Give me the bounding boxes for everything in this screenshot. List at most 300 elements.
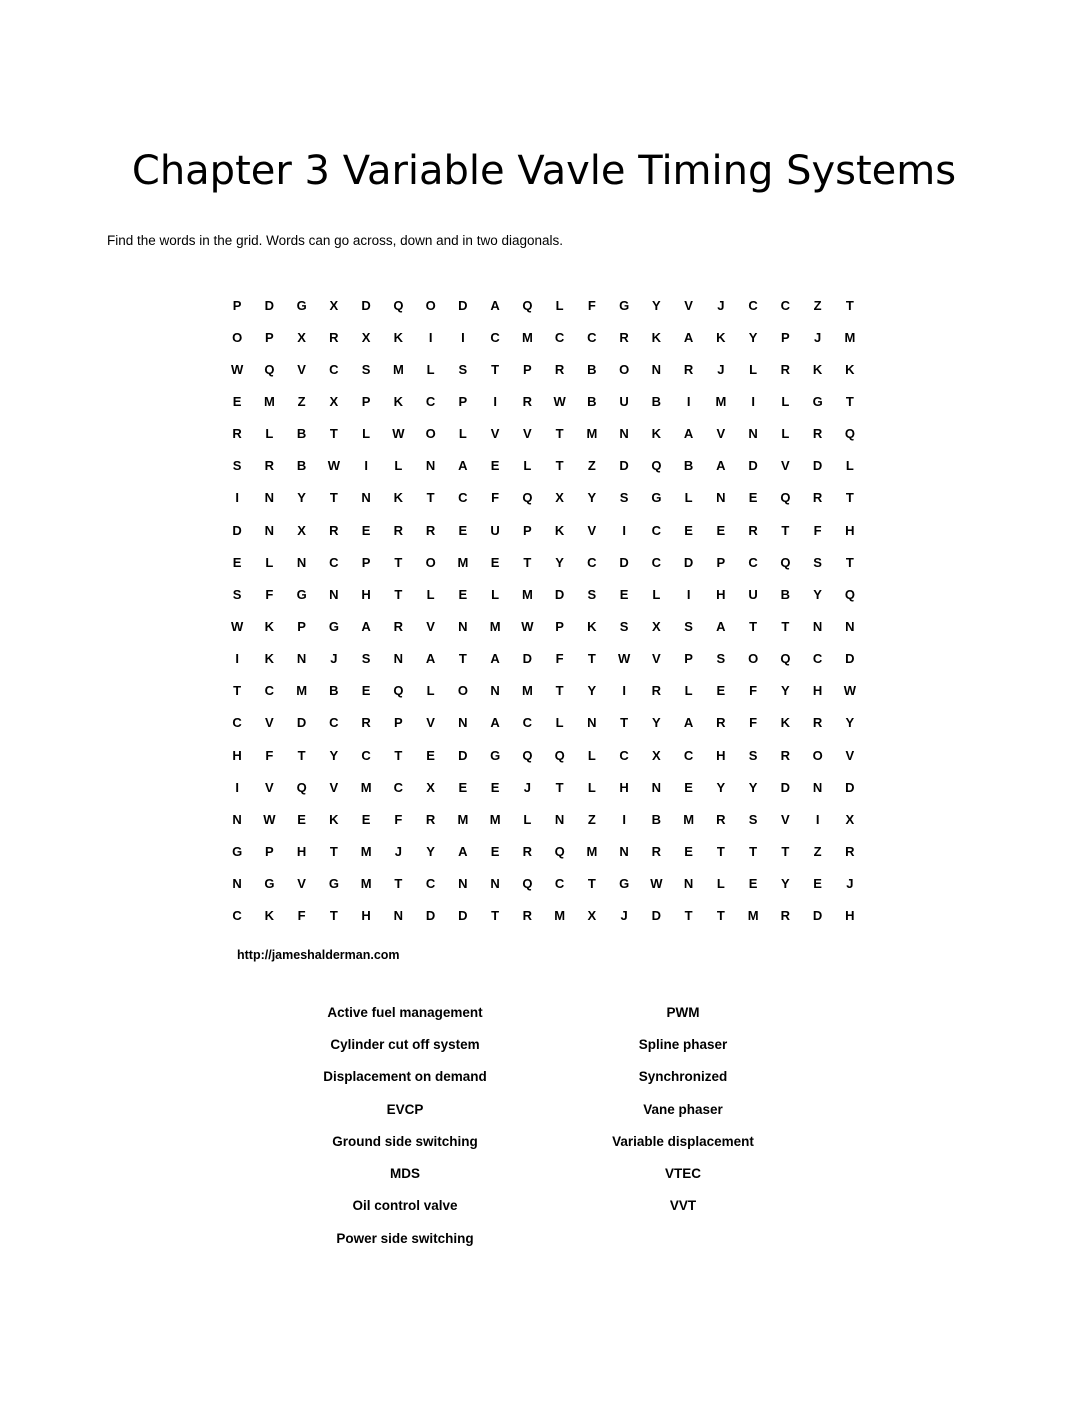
grid-letter: N bbox=[554, 811, 565, 827]
grid-letter: Y bbox=[652, 715, 661, 731]
grid-letter: I bbox=[751, 393, 755, 409]
grid-letter: O bbox=[457, 683, 468, 699]
grid-letter: L bbox=[684, 683, 693, 699]
word-list-item: VVT bbox=[669, 1198, 697, 1214]
grid-letter: Q bbox=[651, 458, 662, 474]
grid-letter: D bbox=[780, 779, 791, 795]
grid-letter: L bbox=[845, 458, 854, 474]
grid-letter: T bbox=[329, 490, 338, 506]
grid-letter: H bbox=[232, 747, 242, 763]
grid-letter: I bbox=[686, 586, 691, 602]
grid-letter: D bbox=[522, 651, 533, 667]
grid-letter: N bbox=[458, 618, 468, 634]
grid-letter: H bbox=[361, 908, 371, 924]
grid-letter: D bbox=[845, 651, 855, 667]
grid-letter: L bbox=[426, 586, 435, 602]
grid-letter: N bbox=[296, 651, 307, 667]
grid-letter: R bbox=[683, 361, 694, 377]
grid-letter: U bbox=[748, 586, 758, 602]
grid-letter: E bbox=[490, 779, 500, 795]
grid-letter: I bbox=[686, 393, 691, 409]
grid-letter: G bbox=[264, 876, 275, 892]
grid-letter: S bbox=[619, 618, 629, 634]
grid-letter: C bbox=[490, 329, 500, 345]
grid-letter: K bbox=[587, 618, 597, 634]
grid-letter: A bbox=[683, 715, 694, 731]
grid-letter: V bbox=[781, 811, 790, 827]
grid-letter: L bbox=[491, 586, 500, 602]
grid-letter: M bbox=[586, 426, 598, 442]
grid-letter: D bbox=[264, 297, 275, 313]
grid-letter: T bbox=[781, 843, 790, 859]
grid-letter: G bbox=[619, 297, 630, 313]
grid-letter: E bbox=[813, 876, 822, 892]
grid-letter: J bbox=[846, 876, 854, 892]
grid-letter: Y bbox=[845, 715, 855, 731]
grid-letter: Q bbox=[522, 490, 533, 506]
grid-letter: N bbox=[683, 876, 694, 892]
grid-letter: R bbox=[780, 361, 791, 377]
grid-letter: W bbox=[327, 458, 341, 474]
grid-letter: G bbox=[812, 393, 823, 409]
grid-letter: D bbox=[812, 908, 823, 924]
grid-letter: J bbox=[620, 908, 628, 924]
grid-letter: M bbox=[360, 843, 372, 859]
grid-letter: D bbox=[748, 458, 758, 474]
grid-letter: N bbox=[361, 490, 371, 506]
grid-letter: T bbox=[523, 554, 532, 570]
grid-letter: C bbox=[232, 908, 242, 924]
grid-letter: B bbox=[296, 458, 307, 474]
grid-letter: J bbox=[330, 651, 338, 667]
word-list-item: Ground side switching bbox=[332, 1133, 478, 1149]
grid-letter: V bbox=[426, 715, 435, 731]
grid-letter: K bbox=[264, 618, 275, 634]
grid-letter: N bbox=[232, 876, 242, 892]
grid-letter: G bbox=[619, 876, 630, 892]
grid-letter: R bbox=[651, 843, 662, 859]
grid-letter: G bbox=[328, 618, 339, 634]
grid-letter: M bbox=[263, 393, 275, 409]
grid-letter: F bbox=[394, 811, 403, 827]
grid-row bbox=[221, 771, 866, 803]
grid-letter: E bbox=[458, 522, 468, 538]
grid-letter: N bbox=[329, 586, 339, 602]
grid-letter: N bbox=[716, 490, 726, 506]
grid-letter: Y bbox=[555, 554, 564, 570]
grid-letter: P bbox=[265, 843, 274, 859]
grid-letter: Z bbox=[297, 393, 306, 409]
grid-row bbox=[221, 289, 866, 321]
grid-letter: R bbox=[812, 426, 823, 442]
grid-letter: R bbox=[619, 329, 629, 345]
grid-letter: P bbox=[781, 329, 790, 345]
grid-letter: R bbox=[748, 522, 758, 538]
grid-letter: B bbox=[296, 426, 307, 442]
grid-letter: E bbox=[490, 843, 500, 859]
grid-letter: O bbox=[425, 554, 436, 570]
grid-letter: A bbox=[490, 651, 500, 667]
grid-letter: Z bbox=[587, 458, 596, 474]
grid-letter: I bbox=[622, 683, 626, 699]
grid-letter: V bbox=[329, 779, 339, 795]
grid-letter: P bbox=[361, 393, 371, 409]
grid-letter: X bbox=[652, 618, 661, 634]
grid-letter: G bbox=[328, 876, 339, 892]
grid-letter: V bbox=[781, 458, 790, 474]
grid-letter: W bbox=[650, 876, 663, 892]
grid-letter: A bbox=[458, 458, 468, 474]
grid-letter: Q bbox=[780, 554, 791, 570]
grid-letter: T bbox=[426, 490, 435, 506]
grid-letter: Y bbox=[716, 779, 726, 795]
grid-letter: E bbox=[426, 747, 435, 763]
grid-letter: T bbox=[749, 618, 758, 634]
grid-row bbox=[221, 514, 866, 546]
grid-letter: E bbox=[490, 554, 500, 570]
grid-letter: X bbox=[652, 747, 661, 763]
grid-letter: P bbox=[523, 361, 532, 377]
grid-letter: E bbox=[748, 876, 758, 892]
grid-letter: T bbox=[394, 554, 403, 570]
grid-letter: P bbox=[394, 715, 403, 731]
grid-letter: T bbox=[394, 747, 403, 763]
grid-letter: T bbox=[329, 843, 338, 859]
grid-letter: R bbox=[232, 426, 242, 442]
grid-letter: N bbox=[232, 811, 242, 827]
grid-letter: R bbox=[651, 683, 662, 699]
grid-letter: V bbox=[684, 297, 693, 313]
grid-letter: J bbox=[523, 779, 531, 795]
grid-letter: W bbox=[230, 361, 244, 377]
grid-letter: H bbox=[619, 779, 629, 795]
grid-letter: S bbox=[748, 747, 758, 763]
grid-letter: V bbox=[652, 651, 661, 667]
grid-letter: T bbox=[716, 908, 725, 924]
grid-letter: F bbox=[749, 715, 758, 731]
grid-letter: P bbox=[523, 522, 532, 538]
grid-letter: Q bbox=[522, 747, 533, 763]
grid-letter: W bbox=[263, 811, 276, 827]
grid-letter: S bbox=[232, 458, 242, 474]
grid-letter: A bbox=[716, 618, 726, 634]
grid-letter: K bbox=[393, 490, 404, 506]
grid-letter: N bbox=[296, 554, 307, 570]
grid-letter: N bbox=[393, 651, 404, 667]
grid-row bbox=[221, 835, 866, 867]
grid-row bbox=[221, 450, 866, 482]
grid-letter: R bbox=[425, 522, 436, 538]
source-url-text: http://jameshalderman.com bbox=[237, 948, 400, 962]
grid-letter: T bbox=[329, 426, 338, 442]
grid-letter: E bbox=[716, 522, 726, 538]
grid-letter: E bbox=[458, 586, 468, 602]
word-list-left-column bbox=[245, 996, 565, 1254]
grid-letter: N bbox=[458, 715, 468, 731]
grid-letter: M bbox=[554, 908, 566, 924]
grid-letter: A bbox=[683, 426, 694, 442]
grid-row bbox=[221, 482, 866, 514]
grid-letter: D bbox=[683, 554, 694, 570]
grid-letter: M bbox=[392, 361, 404, 377]
grid-letter: I bbox=[622, 811, 626, 827]
grid-letter: V bbox=[523, 426, 532, 442]
grid-letter: R bbox=[329, 522, 339, 538]
grid-letter: T bbox=[555, 779, 564, 795]
grid-letter: L bbox=[265, 554, 274, 570]
grid-letter: T bbox=[491, 908, 500, 924]
grid-letter: N bbox=[748, 426, 758, 442]
grid-letter: K bbox=[393, 329, 404, 345]
grid-letter: I bbox=[364, 458, 368, 474]
grid-letter: D bbox=[812, 458, 823, 474]
grid-letter: E bbox=[684, 522, 693, 538]
grid-letter: U bbox=[490, 522, 500, 538]
grid-letter: W bbox=[843, 683, 857, 699]
grid-letter: P bbox=[232, 297, 242, 313]
grid-letter: Q bbox=[844, 586, 855, 602]
grid-row bbox=[221, 868, 866, 900]
grid-letter: C bbox=[812, 651, 823, 667]
grid-letter: J bbox=[814, 329, 822, 345]
grid-letter: T bbox=[394, 876, 403, 892]
grid-row bbox=[221, 803, 866, 835]
grid-letter: M bbox=[521, 586, 533, 602]
grid-letter: I bbox=[493, 393, 497, 409]
grid-letter: T bbox=[491, 361, 500, 377]
grid-letter: W bbox=[617, 651, 631, 667]
grid-letter: B bbox=[651, 393, 662, 409]
grid-letter: E bbox=[361, 811, 371, 827]
grid-letter: V bbox=[297, 876, 306, 892]
grid-letter: K bbox=[329, 811, 339, 827]
grid-letter: A bbox=[490, 297, 500, 313]
grid-letter: Y bbox=[329, 747, 339, 763]
grid-letter: R bbox=[522, 843, 533, 859]
grid-letter: F bbox=[265, 586, 274, 602]
grid-letter: C bbox=[748, 297, 758, 313]
page-title: Chapter 3 Variable Vavle Timing Systems bbox=[131, 148, 957, 194]
grid-letter: A bbox=[425, 651, 436, 667]
grid-letter: O bbox=[619, 361, 630, 377]
grid-letter: C bbox=[425, 393, 436, 409]
grid-letter: T bbox=[297, 747, 306, 763]
grid-letter: C bbox=[329, 361, 339, 377]
grid-letter: L bbox=[781, 426, 790, 442]
grid-row bbox=[221, 739, 866, 771]
grid-row bbox=[221, 353, 866, 385]
grid-letter: R bbox=[554, 361, 565, 377]
grid-letter: J bbox=[394, 843, 402, 859]
grid-letter: I bbox=[461, 329, 465, 345]
grid-letter: O bbox=[812, 747, 823, 763]
grid-letter: C bbox=[554, 329, 565, 345]
grid-letter: F bbox=[491, 490, 500, 506]
word-list-right-column bbox=[523, 996, 843, 1222]
grid-letter: T bbox=[555, 683, 564, 699]
grid-letter: Q bbox=[780, 490, 791, 506]
grid-letter: L bbox=[652, 586, 661, 602]
grid-letter: E bbox=[619, 586, 629, 602]
grid-letter: L bbox=[716, 876, 725, 892]
grid-letter: H bbox=[296, 843, 307, 859]
grid-letter: W bbox=[392, 426, 405, 442]
grid-letter: D bbox=[845, 779, 855, 795]
grid-letter: D bbox=[458, 297, 468, 313]
grid-letter: W bbox=[553, 393, 566, 409]
grid-letter: X bbox=[845, 811, 855, 827]
grid-letter: T bbox=[845, 490, 854, 506]
grid-letter: H bbox=[812, 683, 823, 699]
grid-row bbox=[221, 321, 866, 353]
grid-letter: M bbox=[457, 811, 469, 827]
grid-letter: R bbox=[812, 490, 823, 506]
grid-letter: L bbox=[426, 683, 435, 699]
grid-letter: B bbox=[587, 393, 597, 409]
grid-letter: Y bbox=[587, 683, 597, 699]
grid-letter: T bbox=[684, 908, 693, 924]
grid-letter: T bbox=[716, 843, 725, 859]
grid-row bbox=[221, 418, 866, 450]
grid-letter: G bbox=[490, 747, 501, 763]
grid-letter: A bbox=[490, 715, 500, 731]
grid-letter: T bbox=[620, 715, 629, 731]
word-list-item: Synchronized bbox=[638, 1069, 728, 1085]
grid-letter: M bbox=[747, 908, 759, 924]
grid-letter: L bbox=[362, 426, 371, 442]
grid-letter: Y bbox=[813, 586, 822, 602]
grid-letter: P bbox=[297, 618, 306, 634]
grid-letter: D bbox=[554, 586, 565, 602]
grid-letter: P bbox=[265, 329, 274, 345]
grid-letter: H bbox=[845, 522, 855, 538]
grid-letter: N bbox=[619, 843, 629, 859]
grid-letter: V bbox=[587, 522, 597, 538]
grid-letter: Y bbox=[748, 779, 758, 795]
grid-letter: I bbox=[235, 779, 239, 795]
grid-letter: R bbox=[780, 747, 791, 763]
grid-letter: F bbox=[265, 747, 274, 763]
grid-letter: V bbox=[716, 426, 726, 442]
grid-letter: L bbox=[749, 361, 758, 377]
grid-letter: C bbox=[393, 779, 404, 795]
grid-letter: X bbox=[426, 779, 435, 795]
grid-letter: T bbox=[329, 908, 338, 924]
grid-letter: C bbox=[748, 554, 758, 570]
grid-letter: X bbox=[587, 908, 597, 924]
grid-letter: D bbox=[458, 908, 468, 924]
grid-letter: M bbox=[521, 329, 533, 345]
grid-letter: N bbox=[587, 715, 597, 731]
grid-letter: F bbox=[813, 522, 822, 538]
grid-letter: V bbox=[265, 779, 274, 795]
grid-letter: C bbox=[619, 747, 629, 763]
grid-letter: Y bbox=[426, 843, 435, 859]
grid-row bbox=[221, 707, 866, 739]
grid-letter: A bbox=[458, 843, 468, 859]
grid-letter: L bbox=[265, 426, 274, 442]
grid-letter: E bbox=[716, 683, 726, 699]
word-list-item: VTEC bbox=[664, 1166, 701, 1182]
grid-letter: R bbox=[393, 618, 404, 634]
grid-letter: S bbox=[716, 651, 726, 667]
grid-row bbox=[221, 675, 866, 707]
grid-letter: M bbox=[489, 618, 501, 634]
word-list-item: Cylinder cut off system bbox=[330, 1036, 480, 1052]
grid-letter: R bbox=[425, 811, 436, 827]
grid-letter: I bbox=[815, 811, 820, 827]
grid-letter: F bbox=[297, 908, 306, 924]
grid-letter: M bbox=[715, 393, 727, 409]
grid-letter: N bbox=[264, 490, 275, 506]
grid-letter: O bbox=[232, 329, 243, 345]
word-list-item: Active fuel management bbox=[327, 1004, 483, 1020]
grid-letter: M bbox=[457, 554, 469, 570]
word-list-item: Oil control valve bbox=[352, 1198, 458, 1214]
grid-letter: S bbox=[458, 361, 468, 377]
grid-letter: P bbox=[555, 618, 564, 634]
grid-letter: R bbox=[264, 458, 275, 474]
grid-letter: S bbox=[684, 618, 693, 634]
grid-letter: M bbox=[296, 683, 308, 699]
grid-letter: D bbox=[619, 458, 629, 474]
grid-letter: M bbox=[844, 329, 856, 345]
grid-letter: E bbox=[297, 811, 306, 827]
word-list-item: PWM bbox=[666, 1004, 700, 1020]
grid-letter: V bbox=[297, 361, 306, 377]
grid-letter: Q bbox=[780, 651, 791, 667]
grid-letter: L bbox=[555, 715, 564, 731]
grid-letter: Q bbox=[393, 683, 404, 699]
grid-letter: M bbox=[683, 811, 695, 827]
word-list-item: MDS bbox=[390, 1166, 420, 1182]
grid-letter: N bbox=[812, 779, 823, 795]
grid-letter: Y bbox=[587, 490, 597, 506]
grid-letter: T bbox=[781, 522, 790, 538]
grid-letter: L bbox=[781, 393, 790, 409]
grid-letter: C bbox=[329, 715, 339, 731]
grid-letter: Y bbox=[781, 876, 790, 892]
word-list-item: Vane phaser bbox=[643, 1101, 723, 1117]
grid-letter: F bbox=[749, 683, 758, 699]
grid-letter: E bbox=[748, 490, 758, 506]
grid-letter: S bbox=[748, 811, 758, 827]
grid-letter: M bbox=[489, 811, 501, 827]
grid-letter: N bbox=[651, 779, 662, 795]
grid-letter: Q bbox=[393, 297, 404, 313]
grid-letter: D bbox=[458, 747, 468, 763]
grid-letter: B bbox=[651, 811, 662, 827]
grid-letter: X bbox=[297, 329, 306, 345]
grid-letter: C bbox=[264, 683, 275, 699]
grid-letter: R bbox=[716, 811, 726, 827]
grid-letter: T bbox=[845, 297, 854, 313]
grid-letter: Y bbox=[652, 297, 661, 313]
grid-letter: N bbox=[393, 908, 404, 924]
grid-letter: S bbox=[232, 586, 242, 602]
grid-letter: R bbox=[361, 715, 371, 731]
grid-letter: E bbox=[232, 393, 242, 409]
grid-letter: T bbox=[555, 426, 564, 442]
grid-letter: E bbox=[361, 683, 371, 699]
grid-letter: M bbox=[586, 843, 598, 859]
grid-letter: O bbox=[425, 297, 436, 313]
grid-letter: N bbox=[845, 618, 855, 634]
grid-letter: K bbox=[264, 651, 275, 667]
grid-letter: Z bbox=[587, 811, 596, 827]
grid-letter: D bbox=[296, 715, 307, 731]
grid-letter: Q bbox=[264, 361, 275, 377]
